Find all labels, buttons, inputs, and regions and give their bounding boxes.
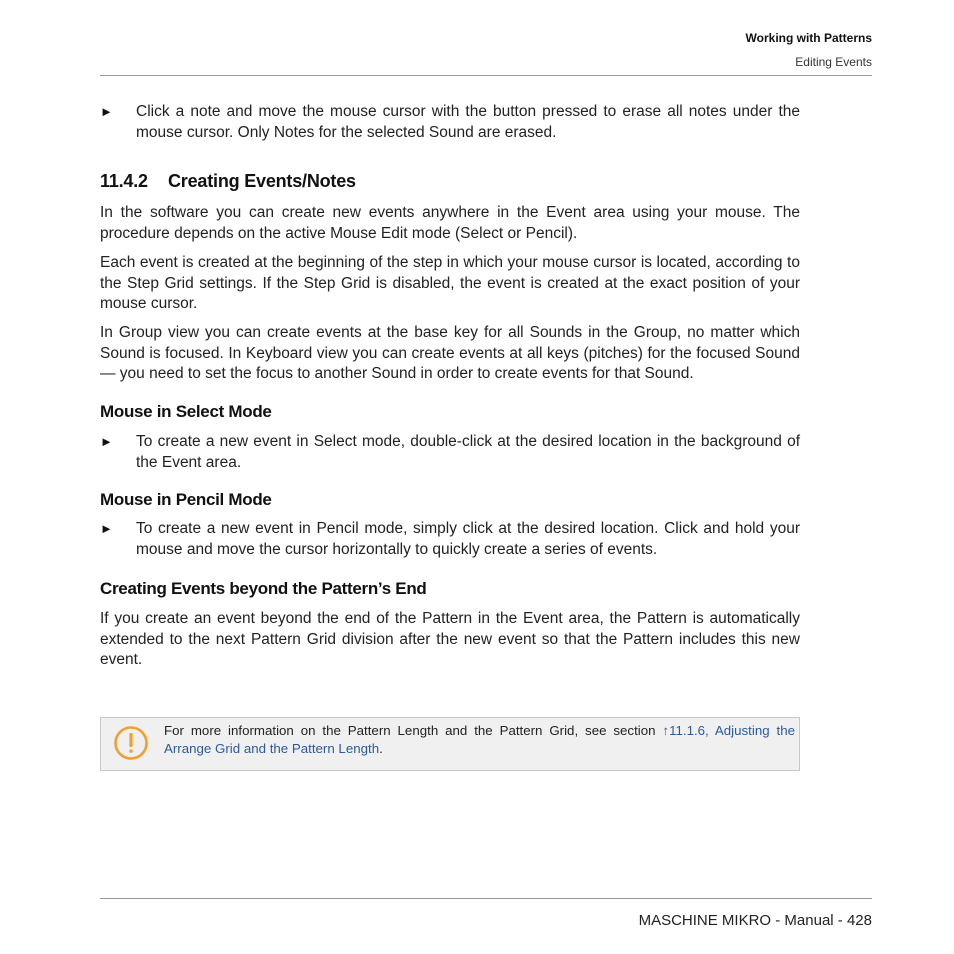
note-text-before: For more information on the Pattern Length and the Pattern Grid, see section: [164, 723, 663, 738]
exclamation-icon: [114, 726, 148, 760]
note-box: [100, 717, 800, 771]
header-divider: [100, 75, 872, 76]
beyond-end-heading: Creating Events beyond the Pattern’s End: [100, 578, 427, 598]
pencil-mode-heading: Mouse in Pencil Mode: [100, 490, 272, 510]
bullet-arrow-icon: ►: [100, 104, 113, 119]
paragraph-2: Each event is created at the beginning of the step in which your mouse cursor is located, according to the Step Grid settings. If the Step Grid is disabled, the event is created at the exact position of your mouse cursor.: [100, 253, 800, 313]
intro-bullet: [100, 102, 800, 143]
pencil-mode-bullet: [100, 519, 800, 560]
section-heading: [100, 171, 800, 192]
page-content: [100, 102, 800, 671]
intro-bullet-text: Click a note and move the mouse cursor with the button pressed to erase all notes under the mouse cursor. Only Notes for the selected Sound are erased.: [136, 103, 800, 141]
select-mode-heading: Mouse in Select Mode: [100, 402, 272, 422]
select-mode-bullet: [100, 432, 800, 473]
beyond-end-paragraph: If you create an event beyond the end of the Pattern in the Event area, the Pattern is automatically extended to the next Pattern Grid division after the new event so that the Pattern includes this new event.: [100, 609, 800, 669]
section-number: 11.4.2: [100, 171, 148, 192]
bullet-arrow-icon: ►: [100, 521, 113, 537]
note-text: [164, 722, 795, 757]
header-chapter-title: Working with Patterns: [745, 31, 872, 45]
note-text-after: .: [379, 740, 383, 756]
header-section-title: Editing Events: [795, 55, 872, 69]
footer-page-label: MASCHINE MIKRO - Manual - 428: [638, 912, 872, 929]
footer-divider: [100, 898, 872, 899]
bullet-arrow-icon: ►: [100, 434, 113, 450]
pencil-mode-bullet-text: To create a new event in Pencil mode, simply click at the desired location. Click and hold your mouse and move the cursor horizontally to quickly create a series of events.: [136, 520, 800, 559]
paragraph-3: In Group view you can create events at the base key for all Sounds in the Group, no matter which Sound is focused. In Keyboard view you can create events at all keys (pitches) for the focused Sound — you need to set the focus to another Sound in order to create events for that Sound.: [100, 323, 800, 383]
paragraph-1: In the software you can create new events anywhere in the Event area using your mouse. The procedure depends on the active Mouse Edit mode (Select or Pencil).: [100, 204, 800, 243]
note-section-link[interactable]: ↑11.1.6, Adjusting the Arrange Grid and the Pattern Length: [164, 723, 795, 756]
select-mode-bullet-text: To create a new event in Select mode, double-click at the desired location in the background of the Event area.: [136, 433, 800, 471]
section-title: Creating Events/Notes: [168, 171, 356, 192]
